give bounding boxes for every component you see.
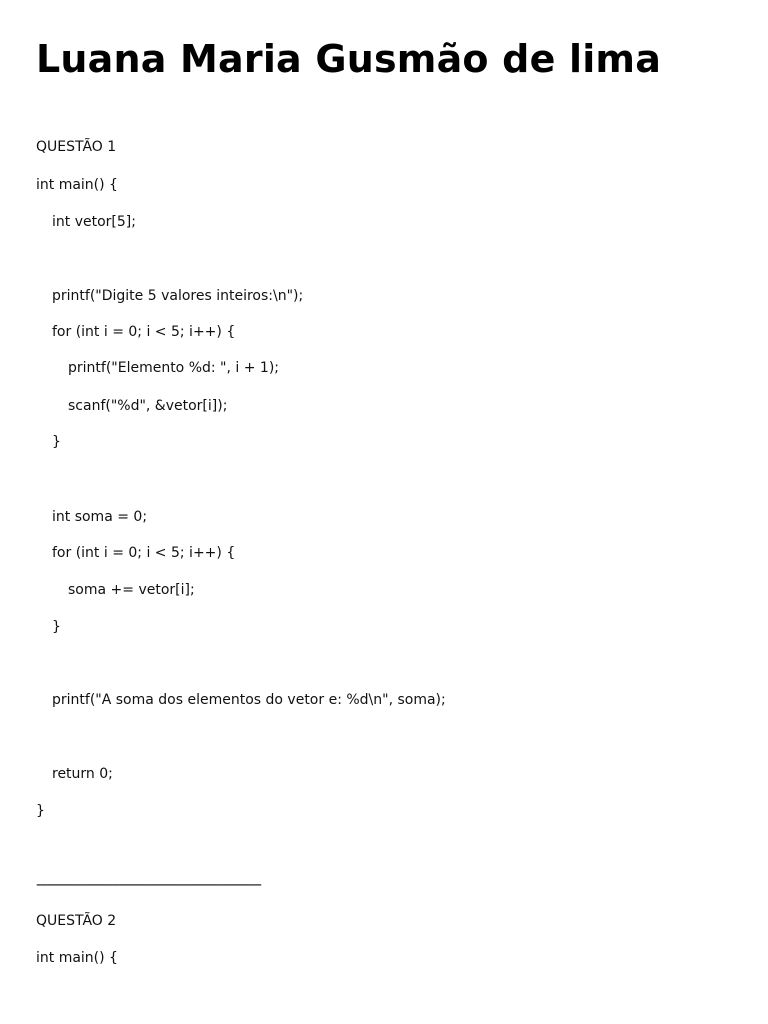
code-line: }	[36, 803, 45, 819]
code-line: for (int i = 0; i < 5; i++) {	[52, 324, 236, 340]
code-line: int main() {	[36, 177, 118, 193]
code-line: int vetor[5];	[52, 214, 136, 230]
code-line: int main() {	[36, 950, 118, 966]
code-line: printf("Digite 5 valores inteiros:\n");	[52, 288, 304, 304]
code-line: for (int i = 0; i < 5; i++) {	[52, 545, 236, 561]
code-line: printf("A soma dos elementos do vetor e: %d\n", soma);	[52, 692, 446, 708]
code-line: soma += vetor[i];	[68, 582, 195, 598]
code-line: }	[52, 434, 61, 450]
question-heading: QUESTÃO 2	[36, 913, 117, 929]
code-line: return 0;	[52, 766, 113, 782]
code-line: scanf("%d", &vetor[i]);	[68, 398, 228, 414]
code-line: }	[52, 619, 61, 635]
code-line: int soma = 0;	[52, 509, 148, 525]
question-heading: QUESTÃO 1	[36, 139, 117, 155]
document-title: Luana Maria Gusmão de lima	[36, 37, 662, 81]
section-divider: -----------------------------------------------------------------	[36, 877, 261, 893]
code-line: printf("Elemento %d: ", i + 1);	[68, 360, 280, 376]
